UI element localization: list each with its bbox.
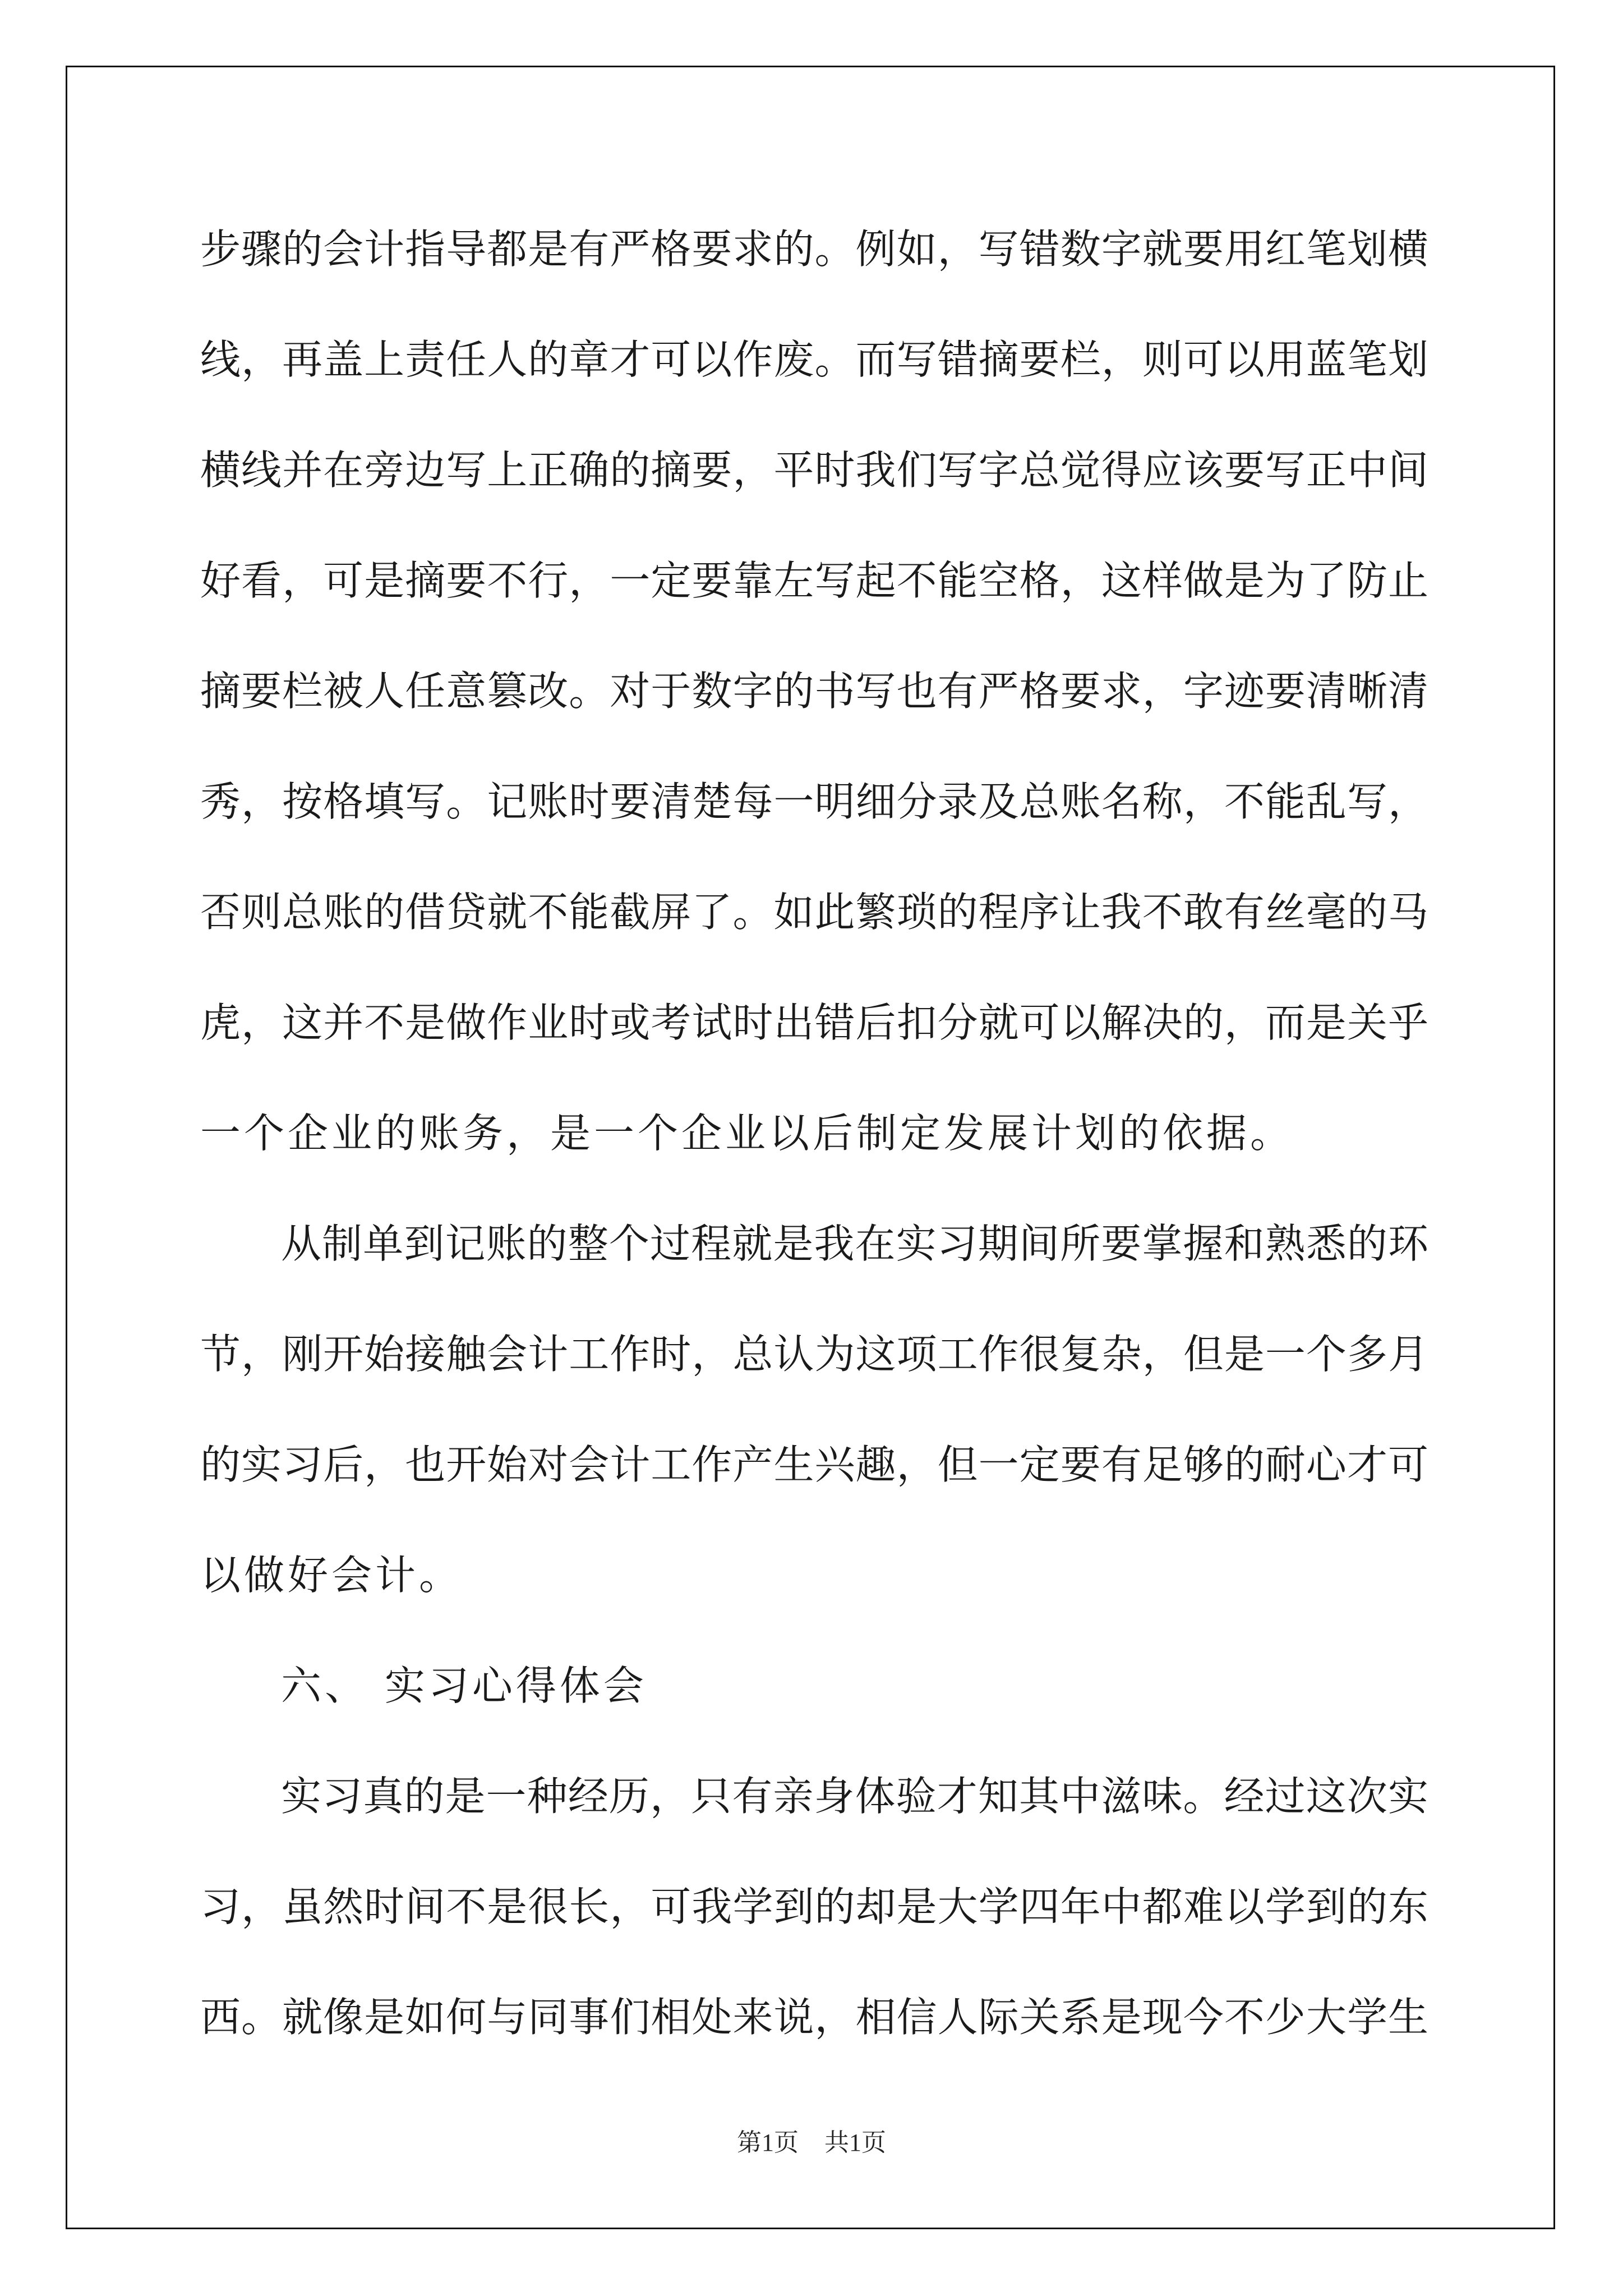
text-line: 一个企业的账务，是一个企业以后制定发展计划的依据。 — [200, 1110, 1294, 1157]
page-number-total: 共1页 — [824, 2129, 886, 2156]
page-footer — [0, 2126, 1623, 2160]
text-line: 习，虽然时间不是很长，可我学到的却是大学四年中都难以学到的东 — [200, 1883, 1428, 1930]
text-line: 虎，这并不是做作业时或考试时出错后扣分就可以解决的，而是关乎 — [200, 999, 1428, 1046]
text-line: 步骤的会计指导都是有严格要求的。例如，写错数字就要用红笔划横 — [200, 226, 1428, 273]
text-line: 否则总账的借贷就不能截屏了。如此繁琐的程序让我不敢有丝毫的马 — [200, 889, 1428, 936]
text-line: 线，再盖上责任人的章才可以作废。而写错摘要栏，则可以用蓝笔划 — [200, 336, 1428, 383]
text-line: 的实习后，也开始对会计工作产生兴趣，但一定要有足够的耐心才可 — [200, 1441, 1428, 1488]
paragraph-first-line: 实习真的是一种经历，只有亲身体验才知其中滋味。经过这次实 — [281, 1773, 1428, 1820]
text-line: 好看，可是摘要不行，一定要靠左写起不能空格，这样做是为了防止 — [200, 557, 1428, 604]
text-line: 以做好会计。 — [200, 1552, 463, 1599]
section-heading: 六、 实习心得体会 — [281, 1662, 647, 1709]
text-line: 横线并在旁边写上正确的摘要，平时我们写字总觉得应该要写正中间 — [200, 447, 1428, 494]
document-body — [200, 209, 1428, 2087]
text-line: 西。就像是如何与同事们相处来说，相信人际关系是现今不少大学生 — [200, 1994, 1428, 2041]
text-line: 节，刚开始接触会计工作时，总认为这项工作很复杂，但是一个多月 — [200, 1331, 1428, 1378]
page-number-current: 第1页 — [737, 2129, 799, 2156]
text-line: 摘要栏被人任意篡改。对于数字的书写也有严格要求，字迹要清晰清 — [200, 668, 1428, 715]
paragraph-first-line: 从制单到记账的整个过程就是我在实习期间所要掌握和熟悉的环 — [281, 1220, 1428, 1267]
text-line: 秀，按格填写。记账时要清楚每一明细分录及总账名称，不能乱写， — [200, 778, 1428, 825]
